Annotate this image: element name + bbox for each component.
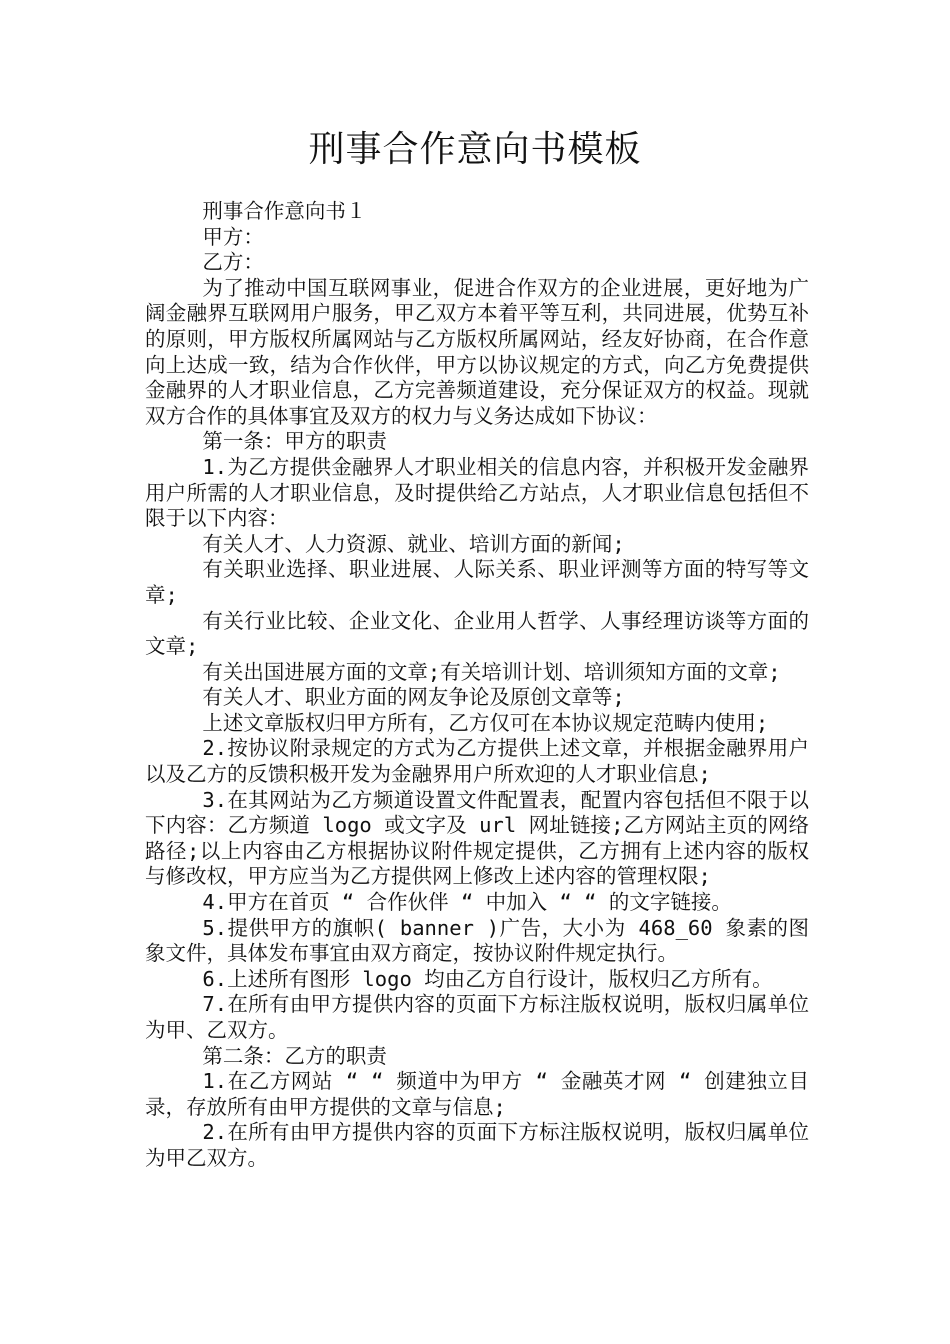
- article-1-subitem: 有关人才、职业方面的网友争论及原创文章等;: [202, 685, 625, 710]
- article-1-item-3: 3.在其网站为乙方频道设置文件配置表，配置内容包括但不限于以下内容：乙方频道 logo 或文字及 url 网址链接;乙方网站主页的网络路径;以上内容由乙方根据协议附件规定提供，乙方拥有上述内容的版权与修改权，甲方应当为乙方提供网上修改上述内容的管理权限;: [145, 787, 809, 889]
- party-b-line: 乙方：: [202, 250, 264, 275]
- article-2-heading: 第二条：乙方的职责: [202, 1043, 387, 1068]
- article-1-subitem: 有关行业比较、企业文化、企业用人哲学、人事经理访谈等方面的文章;: [145, 608, 809, 659]
- preamble-paragraph: 为了推动中国互联网事业，促进合作双方的企业进展，更好地为广阔金融界互联网用户服务，甲乙双方本着平等互利，共同进展，优势互补的原则，甲方版权所属网站与乙方版权所属网站，经友好协商，在合作意向上达成一致，结为合作伙伴，甲方以协议规定的方式，向乙方免费提供金融界的人才职业信息，乙方完善频道建设，充分保证双方的权益。现就双方合作的具体事宜及双方的权力与义务达成如下协议：: [145, 275, 809, 428]
- article-1-subitem: 有关出国进展方面的文章;有关培训计划、培训须知方面的文章;: [202, 659, 781, 684]
- article-1-item-4: 4.甲方在首页 “ 合作伙伴 “ 中加入 “ “ 的文字链接。: [202, 890, 732, 915]
- article-1-subitem: 有关人才、人力资源、就业、培训方面的新闻;: [202, 531, 625, 556]
- document-title: 刑事合作意向书模板: [308, 129, 642, 170]
- party-a-line: 甲方：: [202, 224, 264, 249]
- article-1-heading: 第一条：甲方的职责: [202, 429, 387, 454]
- article-1-item-6: 6.上述所有图形 logo 均由乙方自行设计，版权归乙方所有。: [202, 966, 773, 991]
- article-1-subitem: 有关职业选择、职业进展、人际关系、职业评测等方面的特写等文章;: [145, 557, 809, 607]
- article-1-item-5: 5.提供甲方的旗帜( banner )广告，大小为 468_60 象素的图象文件，具体发布事宜由双方商定，按协议附件规定执行。: [145, 915, 809, 966]
- article-1-item-7: 7.在所有由甲方提供内容的页面下方标注版权说明，版权归属单位为甲、乙双方。: [145, 992, 809, 1042]
- document-body: [145, 199, 809, 1172]
- article-2-item-2: 2.在所有由甲方提供内容的页面下方标注版权说明，版权归属单位为甲乙双方。: [145, 1120, 809, 1170]
- article-1-subitem: 上述文章版权归甲方所有，乙方仅可在本协议规定范畴内使用;: [202, 710, 769, 735]
- article-1-item-1: 1.为乙方提供金融界人才职业相关的信息内容，并积极开发金融界用户所需的人才职业信息，及时提供给乙方站点，人才职业信息包括但不限于以下内容：: [145, 454, 809, 531]
- doc-subtitle: 刑事合作意向书１: [202, 199, 367, 223]
- article-2-item-1: 1.在乙方网站 “ “ 频道中为甲方 “ 金融英才网 “ 创建独立目录，存放所有由甲方提供的文章与信息;: [145, 1069, 809, 1119]
- article-1-item-2: 2.按协议附录规定的方式为乙方提供上述文章，并根据金融界用户以及乙方的反馈积极开发为金融界用户所欢迎的人才职业信息;: [145, 736, 809, 787]
